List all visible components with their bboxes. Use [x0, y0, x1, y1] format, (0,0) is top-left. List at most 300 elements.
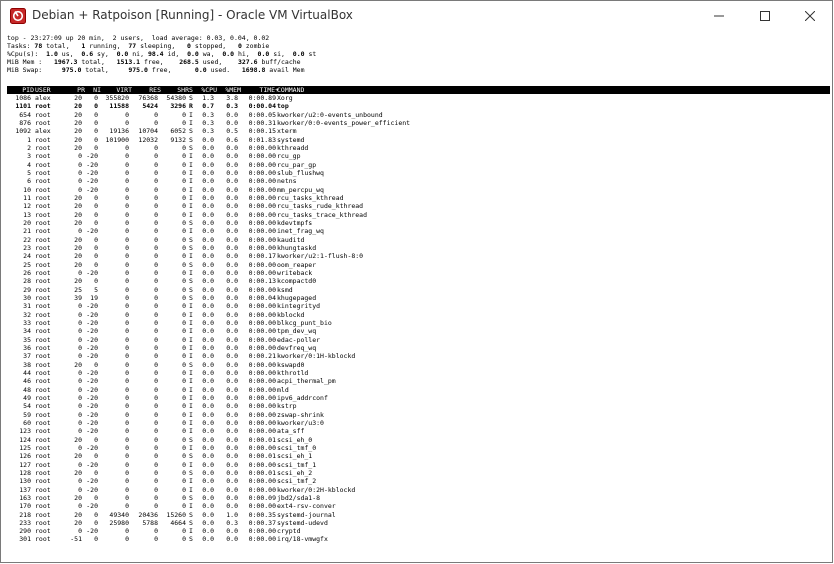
cell-state: S: [189, 127, 193, 136]
cell-state: S: [189, 293, 193, 302]
cell-mem: 0.0: [226, 427, 238, 436]
cell-pid: 130: [19, 477, 31, 486]
cell-ni: -20: [86, 160, 98, 169]
cell-state: I: [189, 152, 193, 161]
cell-time: 0:00.00: [248, 443, 276, 452]
close-icon: [805, 11, 815, 21]
cell-state: S: [189, 260, 193, 269]
table-row: [4, 286, 830, 294]
cell-time: 0:00.13: [248, 277, 276, 286]
cell-shr: 0: [182, 335, 186, 344]
cell-pid: 1086: [15, 94, 31, 102]
cell-mem: 0.0: [226, 118, 238, 127]
cell-res: 0: [154, 410, 158, 419]
header-time: TIME+: [259, 86, 279, 94]
cell-mem: 0.0: [226, 177, 238, 186]
cell-virt: 0: [125, 277, 129, 286]
minimize-icon: [714, 11, 724, 21]
cell-time: 0:00.00: [248, 285, 276, 294]
table-row: [4, 127, 830, 135]
table-row: [4, 311, 830, 319]
mem-label: MiB Mem :: [7, 58, 43, 66]
cell-pr: 0: [78, 443, 82, 452]
cell-time: 0:00.00: [248, 485, 276, 494]
table-row: [4, 227, 830, 235]
table-row: [4, 427, 830, 435]
mem-free: 1513.1: [116, 58, 141, 66]
cell-shr: 0: [182, 377, 186, 386]
cell-cpu: 0.3: [202, 127, 214, 136]
cell-ni: 0: [94, 252, 98, 261]
maximize-button[interactable]: [742, 1, 787, 31]
cell-ni: -20: [86, 527, 98, 536]
cell-command: ksmd: [277, 285, 293, 294]
table-row: [4, 144, 830, 152]
table-row: [4, 252, 830, 260]
cell-res: 0: [154, 327, 158, 336]
cell-pr: 0: [78, 527, 82, 536]
cell-state: I: [189, 410, 193, 419]
cell-pid: 22: [23, 235, 31, 244]
cell-state: I: [189, 385, 193, 394]
cell-cpu: 0.0: [202, 177, 214, 186]
cell-mem: 0.0: [226, 377, 238, 386]
table-row: [4, 336, 830, 344]
cell-command: kswapd0: [277, 360, 305, 369]
cell-user: root: [35, 177, 51, 186]
cell-res: 0: [154, 277, 158, 286]
table-row: [4, 277, 830, 285]
cell-command: scsi_tmf_1: [277, 460, 317, 469]
table-row: [4, 102, 830, 110]
table-row: [4, 411, 830, 419]
cell-pr: 20: [74, 518, 82, 527]
title-bar[interactable]: [1, 1, 832, 31]
cell-pr: 0: [78, 402, 82, 411]
table-row: [4, 477, 830, 485]
cell-user: root: [35, 110, 51, 119]
cell-state: I: [189, 393, 193, 402]
tasks-label: Tasks:: [7, 42, 31, 50]
cell-ni: 0: [94, 518, 98, 527]
cell-time: 0:00.00: [248, 377, 276, 386]
cell-virt: 355820: [105, 94, 129, 102]
cell-command: kauditd: [277, 235, 305, 244]
cell-state: I: [189, 343, 193, 352]
cell-res: 0: [154, 535, 158, 544]
cell-cpu: 0.0: [202, 235, 214, 244]
cell-virt: 0: [125, 185, 129, 194]
cell-cpu: 0.0: [202, 135, 214, 144]
cell-mem: 3.8: [226, 94, 238, 102]
swap-free: 975.0: [128, 66, 148, 74]
cell-command: rcu_gp: [277, 152, 301, 161]
table-row: [4, 244, 830, 252]
cell-shr: 0: [182, 285, 186, 294]
cell-time: 0:00.00: [248, 260, 276, 269]
cell-pr: 0: [78, 477, 82, 486]
terminal-screen[interactable]: [4, 31, 830, 562]
cell-shr: 0: [182, 143, 186, 152]
cell-res: 0: [154, 193, 158, 202]
table-row: [4, 236, 830, 244]
cell-pid: 46: [23, 377, 31, 386]
cell-ni: 0: [94, 110, 98, 119]
cell-mem: 0.0: [226, 293, 238, 302]
cell-ni: 0: [94, 277, 98, 286]
cell-virt: 0: [125, 435, 129, 444]
cell-res: 0: [154, 260, 158, 269]
cell-mem: 0.0: [226, 227, 238, 236]
cell-user: root: [35, 410, 51, 419]
cell-command: devfreq_wq: [277, 343, 317, 352]
cell-res: 0: [154, 285, 158, 294]
cell-res: 0: [154, 160, 158, 169]
cell-shr: 0: [182, 310, 186, 319]
cell-virt: 0: [125, 477, 129, 486]
cell-mem: 0.0: [226, 402, 238, 411]
cell-mem: 1.0: [226, 510, 238, 519]
cell-user: root: [35, 510, 51, 519]
cell-state: I: [189, 185, 193, 194]
cell-shr: 0: [182, 460, 186, 469]
cell-virt: 0: [125, 168, 129, 177]
cell-user: root: [35, 335, 51, 344]
cell-time: 0:00.04: [248, 102, 276, 111]
cell-cpu: 0.0: [202, 343, 214, 352]
cell-cpu: 0.0: [202, 277, 214, 286]
cell-command: systemd-udevd: [277, 518, 328, 527]
cell-res: 0: [154, 360, 158, 369]
cell-time: 0:00.31: [248, 118, 276, 127]
cell-user: root: [35, 327, 51, 336]
cell-state: S: [189, 285, 193, 294]
cell-ni: -20: [86, 477, 98, 486]
cell-state: I: [189, 327, 193, 336]
cell-virt: 0: [125, 377, 129, 386]
table-row: [4, 511, 830, 519]
cell-pid: 29: [23, 285, 31, 294]
cell-res: 0: [154, 177, 158, 186]
cell-res: 0: [154, 427, 158, 436]
cell-mem: 0.3: [226, 518, 238, 527]
cell-time: 0:00.00: [248, 310, 276, 319]
table-row: [4, 402, 830, 410]
cell-command: edac-poller: [277, 335, 321, 344]
cell-virt: 0: [125, 343, 129, 352]
cell-command: kthrotld: [277, 368, 309, 377]
cell-res: 12032: [138, 135, 158, 144]
maximize-icon: [760, 11, 770, 21]
cell-ni: -20: [86, 268, 98, 277]
cell-user: root: [35, 293, 51, 302]
header-ni: NI: [93, 86, 101, 94]
cell-res: 0: [154, 443, 158, 452]
cell-user: root: [35, 318, 51, 327]
cell-state: I: [189, 318, 193, 327]
header-pid: PID: [22, 86, 34, 94]
cell-command: top: [277, 102, 289, 111]
swap-line: MiB Swap: 975.0 total, 975.0 free, 0.0 used. 1698.8 avail Mem: [7, 66, 305, 74]
cell-state: I: [189, 168, 193, 177]
cell-shr: 0: [182, 243, 186, 252]
cell-res: 0: [154, 202, 158, 211]
cell-pr: 20: [74, 235, 82, 244]
cell-ni: -20: [86, 227, 98, 236]
cell-state: I: [189, 110, 193, 119]
cell-cpu: 0.0: [202, 218, 214, 227]
cell-cpu: 0.0: [202, 360, 214, 369]
swap-label: MiB Swap:: [7, 66, 43, 74]
cell-pr: 20: [74, 202, 82, 211]
cell-user: root: [35, 277, 51, 286]
cell-time: 0:00.00: [248, 302, 276, 311]
cell-time: 0:00.00: [248, 427, 276, 436]
cell-mem: 0.5: [226, 127, 238, 136]
cell-pr: 0: [78, 427, 82, 436]
cell-time: 0:00.00: [248, 185, 276, 194]
cell-res: 0: [154, 268, 158, 277]
cell-pr: 0: [78, 152, 82, 161]
cell-pr: 0: [78, 368, 82, 377]
cell-mem: 0.0: [226, 493, 238, 502]
cell-shr: 0: [182, 168, 186, 177]
cell-cpu: 0.0: [202, 460, 214, 469]
cell-virt: 49340: [109, 510, 129, 519]
cell-cpu: 0.0: [202, 210, 214, 219]
cell-time: 0:00.00: [248, 327, 276, 336]
cell-pr: 0: [78, 385, 82, 394]
cell-pr: 20: [74, 252, 82, 261]
cell-time: 0:00.37: [248, 518, 276, 527]
cell-mem: 0.0: [226, 285, 238, 294]
cell-pid: 12: [23, 202, 31, 211]
cell-command: kstrp: [277, 402, 297, 411]
cell-command: rcu_par_gp: [277, 160, 317, 169]
cell-user: root: [35, 493, 51, 502]
cell-ni: 0: [94, 127, 98, 136]
cell-state: I: [189, 160, 193, 169]
cell-cpu: 0.0: [202, 168, 214, 177]
cell-pr: 20: [74, 110, 82, 119]
cell-pr: 20: [74, 493, 82, 502]
header-state: S: [189, 86, 193, 94]
cell-user: root: [35, 302, 51, 311]
cell-res: 0: [154, 243, 158, 252]
cell-pr: 0: [78, 185, 82, 194]
virtualbox-icon: [10, 8, 26, 24]
table-row: [4, 469, 830, 477]
cell-shr: 0: [182, 118, 186, 127]
cell-shr: 0: [182, 393, 186, 402]
cell-res: 0: [154, 143, 158, 152]
cell-virt: 11588: [109, 102, 129, 111]
cell-cpu: 0.0: [202, 293, 214, 302]
cell-ni: 0: [94, 435, 98, 444]
table-row: [4, 494, 830, 502]
table-row: [4, 152, 830, 160]
cell-user: root: [35, 460, 51, 469]
cell-time: 0:00.17: [248, 252, 276, 261]
cell-pid: 24: [23, 252, 31, 261]
cell-cpu: 0.0: [202, 368, 214, 377]
cell-pid: 126: [19, 452, 31, 461]
swap-used: 0.0: [194, 66, 207, 74]
cell-command: kworker/0:2H-kblockd: [277, 485, 356, 494]
cell-pr: 20: [74, 102, 82, 111]
cell-time: 0:00.00: [248, 160, 276, 169]
cell-res: 0: [154, 210, 158, 219]
cell-ni: 5: [94, 285, 98, 294]
cell-user: root: [35, 235, 51, 244]
cell-shr: 0: [182, 352, 186, 361]
cell-res: 0: [154, 302, 158, 311]
cell-pid: 28: [23, 277, 31, 286]
cell-time: 0:01.83: [248, 135, 276, 144]
cell-cpu: 0.0: [202, 252, 214, 261]
cell-shr: 4664: [170, 518, 186, 527]
cell-user: alex: [35, 94, 51, 102]
cell-shr: 0: [182, 435, 186, 444]
cell-command: irq/18-vmwgfx: [277, 535, 328, 544]
cell-cpu: 0.0: [202, 468, 214, 477]
cell-shr: 0: [182, 343, 186, 352]
cell-mem: 0.0: [226, 443, 238, 452]
cell-mem: 0.0: [226, 218, 238, 227]
cell-shr: 0: [182, 327, 186, 336]
cell-user: root: [35, 193, 51, 202]
cell-ni: 0: [94, 202, 98, 211]
close-button[interactable]: [787, 1, 832, 31]
cell-user: root: [35, 368, 51, 377]
cell-pid: 38: [23, 360, 31, 369]
cell-mem: 0.0: [226, 468, 238, 477]
cell-user: root: [35, 502, 51, 511]
table-row: [4, 111, 830, 119]
cell-shr: 9132: [170, 135, 186, 144]
cell-command: blkcg_punt_bio: [277, 318, 332, 327]
cell-time: 0:00.00: [248, 318, 276, 327]
cpu-ni: 0.0: [116, 50, 129, 58]
cell-pid: 218: [19, 510, 31, 519]
cell-shr: 0: [182, 218, 186, 227]
table-row: [4, 486, 830, 494]
cell-state: S: [189, 135, 193, 144]
cell-cpu: 0.0: [202, 193, 214, 202]
cell-res: 76368: [138, 94, 158, 102]
cell-ni: -20: [86, 310, 98, 319]
cell-ni: -20: [86, 393, 98, 402]
cell-cpu: 0.0: [202, 485, 214, 494]
cell-time: 0:00.01: [248, 435, 276, 444]
table-row: [4, 377, 830, 385]
cell-cpu: 0.0: [202, 418, 214, 427]
cell-pid: 2: [27, 143, 31, 152]
cell-user: root: [35, 252, 51, 261]
cell-pr: 0: [78, 310, 82, 319]
cell-time: 0:00.00: [248, 177, 276, 186]
cell-time: 0:00.00: [248, 527, 276, 536]
cell-user: root: [35, 185, 51, 194]
cell-time: 0:00.35: [248, 510, 276, 519]
cell-state: S: [189, 468, 193, 477]
cell-virt: 0: [125, 310, 129, 319]
mem-total: 1967.3: [53, 58, 78, 66]
cell-shr: 0: [182, 535, 186, 544]
cell-cpu: 0.3: [202, 110, 214, 119]
cpu-line: %Cpu(s): 1.0 us, 0.6 sy, 0.0 ni, 98.4 id, 0.0 wa, 0.0 hi, 0.0 si, 0.0 st: [7, 50, 317, 58]
cell-ni: -20: [86, 152, 98, 161]
cell-cpu: 0.0: [202, 435, 214, 444]
cell-mem: 0.0: [226, 193, 238, 202]
cell-ni: 0: [94, 360, 98, 369]
minimize-button[interactable]: [696, 1, 741, 31]
cell-mem: 0.0: [226, 143, 238, 152]
cell-time: 0:00.00: [248, 235, 276, 244]
cell-res: 0: [154, 468, 158, 477]
cell-command: rcu_tasks_kthread: [277, 193, 344, 202]
cell-time: 0:00.05: [248, 110, 276, 119]
cell-pr: 25: [74, 285, 82, 294]
cell-cpu: 0.0: [202, 393, 214, 402]
cell-pid: 876: [19, 118, 31, 127]
cell-user: alex: [35, 127, 51, 136]
cell-command: khungtaskd: [277, 243, 317, 252]
cell-shr: 0: [182, 427, 186, 436]
window-title: Debian + Ratpoison [Running] - Oracle VM VirtualBox: [32, 8, 353, 22]
cell-virt: 0: [125, 460, 129, 469]
cell-res: 0: [154, 118, 158, 127]
cell-state: S: [189, 94, 193, 102]
cell-shr: 0: [182, 318, 186, 327]
cell-user: root: [35, 385, 51, 394]
cell-cpu: 0.0: [202, 402, 214, 411]
cell-res: 0: [154, 218, 158, 227]
cell-time: 0:00.00: [248, 268, 276, 277]
cell-virt: 19136: [109, 127, 129, 136]
cell-pid: 11: [23, 193, 31, 202]
cell-cpu: 1.3: [202, 94, 214, 102]
cell-time: 0:00.00: [248, 168, 276, 177]
cell-command: systemd-journal: [277, 510, 336, 519]
cell-command: mm_percpu_wq: [277, 185, 324, 194]
table-row: [4, 444, 830, 452]
cell-virt: 0: [125, 160, 129, 169]
cell-state: I: [189, 477, 193, 486]
cell-virt: 0: [125, 527, 129, 536]
cell-command: jbd2/sda1-8: [277, 493, 321, 502]
cell-command: writeback: [277, 268, 313, 277]
header-command: COMMAND: [277, 86, 305, 94]
cell-shr: 0: [182, 185, 186, 194]
cell-state: S: [189, 493, 193, 502]
cell-command: systemd: [277, 135, 305, 144]
table-row: [4, 219, 830, 227]
cpu-id: 98.4: [147, 50, 164, 58]
cell-res: 0: [154, 477, 158, 486]
cell-ni: -20: [86, 427, 98, 436]
cell-mem: 0.0: [226, 277, 238, 286]
cell-command: khugepaged: [277, 293, 317, 302]
cell-time: 0:00.00: [248, 393, 276, 402]
header-cpu: %CPU: [201, 86, 217, 94]
cell-pr: 20: [74, 452, 82, 461]
cell-res: 0: [154, 527, 158, 536]
cell-state: I: [189, 427, 193, 436]
cell-command: scsi_eh_0: [277, 435, 313, 444]
cell-pr: 20: [74, 127, 82, 136]
cell-cpu: 0.0: [202, 510, 214, 519]
